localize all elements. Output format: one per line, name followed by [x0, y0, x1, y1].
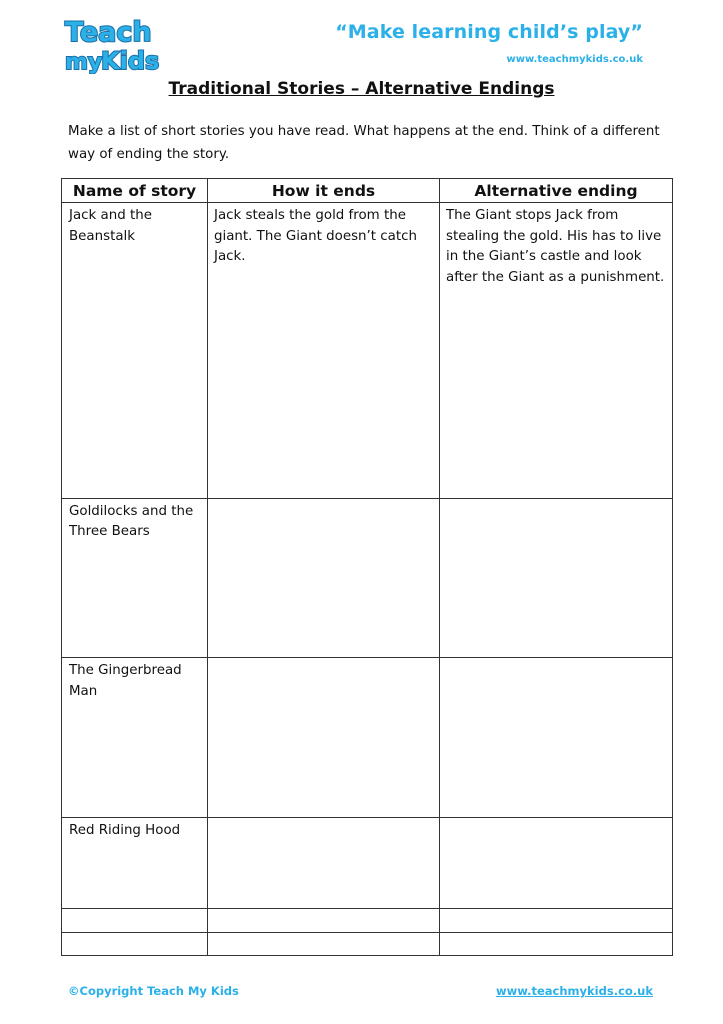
story-name-cell[interactable] [62, 932, 208, 955]
table-row [62, 658, 673, 818]
svg-text:my: my [65, 50, 103, 74]
story-name-cell: Goldilocks and the Three Bears [62, 498, 208, 658]
svg-text:Kids: Kids [101, 47, 160, 74]
how-it-ends-cell[interactable] [208, 658, 440, 818]
table-row [62, 909, 673, 932]
column-header-ending: How it ends [208, 179, 440, 203]
table-row [62, 818, 673, 909]
how-it-ends-cell[interactable] [208, 818, 440, 909]
instructions: Make a list of short stories you have read. What happens at the end. Think of a different way of ending the story. [68, 124, 660, 162]
alternative-ending-cell[interactable] [440, 498, 673, 658]
copyright-notice: ©Copyright Teach My Kids [68, 984, 239, 998]
alternative-ending-cell[interactable] [440, 932, 673, 955]
column-header-name: Name of story [62, 179, 208, 203]
how-it-ends-cell[interactable] [208, 498, 440, 658]
alternative-ending-cell: The Giant stops Jack from stealing the gold. His has to live in the Giant’s castle and look after the Giant as a punishment. [440, 203, 673, 499]
how-it-ends-cell: Jack steals the gold from the giant. The Giant doesn’t catch Jack. [208, 203, 440, 499]
table-header-row [62, 179, 673, 203]
teach-my-kids-logo [55, 14, 171, 74]
svg-text:Teach: Teach [65, 17, 152, 48]
alternative-ending-cell[interactable] [440, 818, 673, 909]
header-website[interactable]: www.teachmykids.co.uk [506, 54, 643, 65]
table-row [62, 203, 673, 499]
table-row [62, 932, 673, 955]
tagline: “Make learning child’s play” [335, 21, 643, 43]
story-name-cell: The Gingerbread Man [62, 658, 208, 818]
story-name-cell: Red Riding Hood [62, 818, 208, 909]
page-title: Traditional Stories – Alternative Endings [168, 79, 555, 99]
table-row [62, 498, 673, 658]
how-it-ends-cell[interactable] [208, 932, 440, 955]
stories-table [61, 178, 673, 956]
how-it-ends-cell[interactable] [208, 909, 440, 932]
story-name-cell[interactable] [62, 909, 208, 932]
column-header-alternative: Alternative ending [440, 179, 673, 203]
footer-website-link[interactable]: www.teachmykids.co.uk [495, 984, 653, 998]
alternative-ending-cell[interactable] [440, 658, 673, 818]
alternative-ending-cell[interactable] [440, 909, 673, 932]
story-name-cell: Jack and the Beanstalk [62, 203, 208, 499]
